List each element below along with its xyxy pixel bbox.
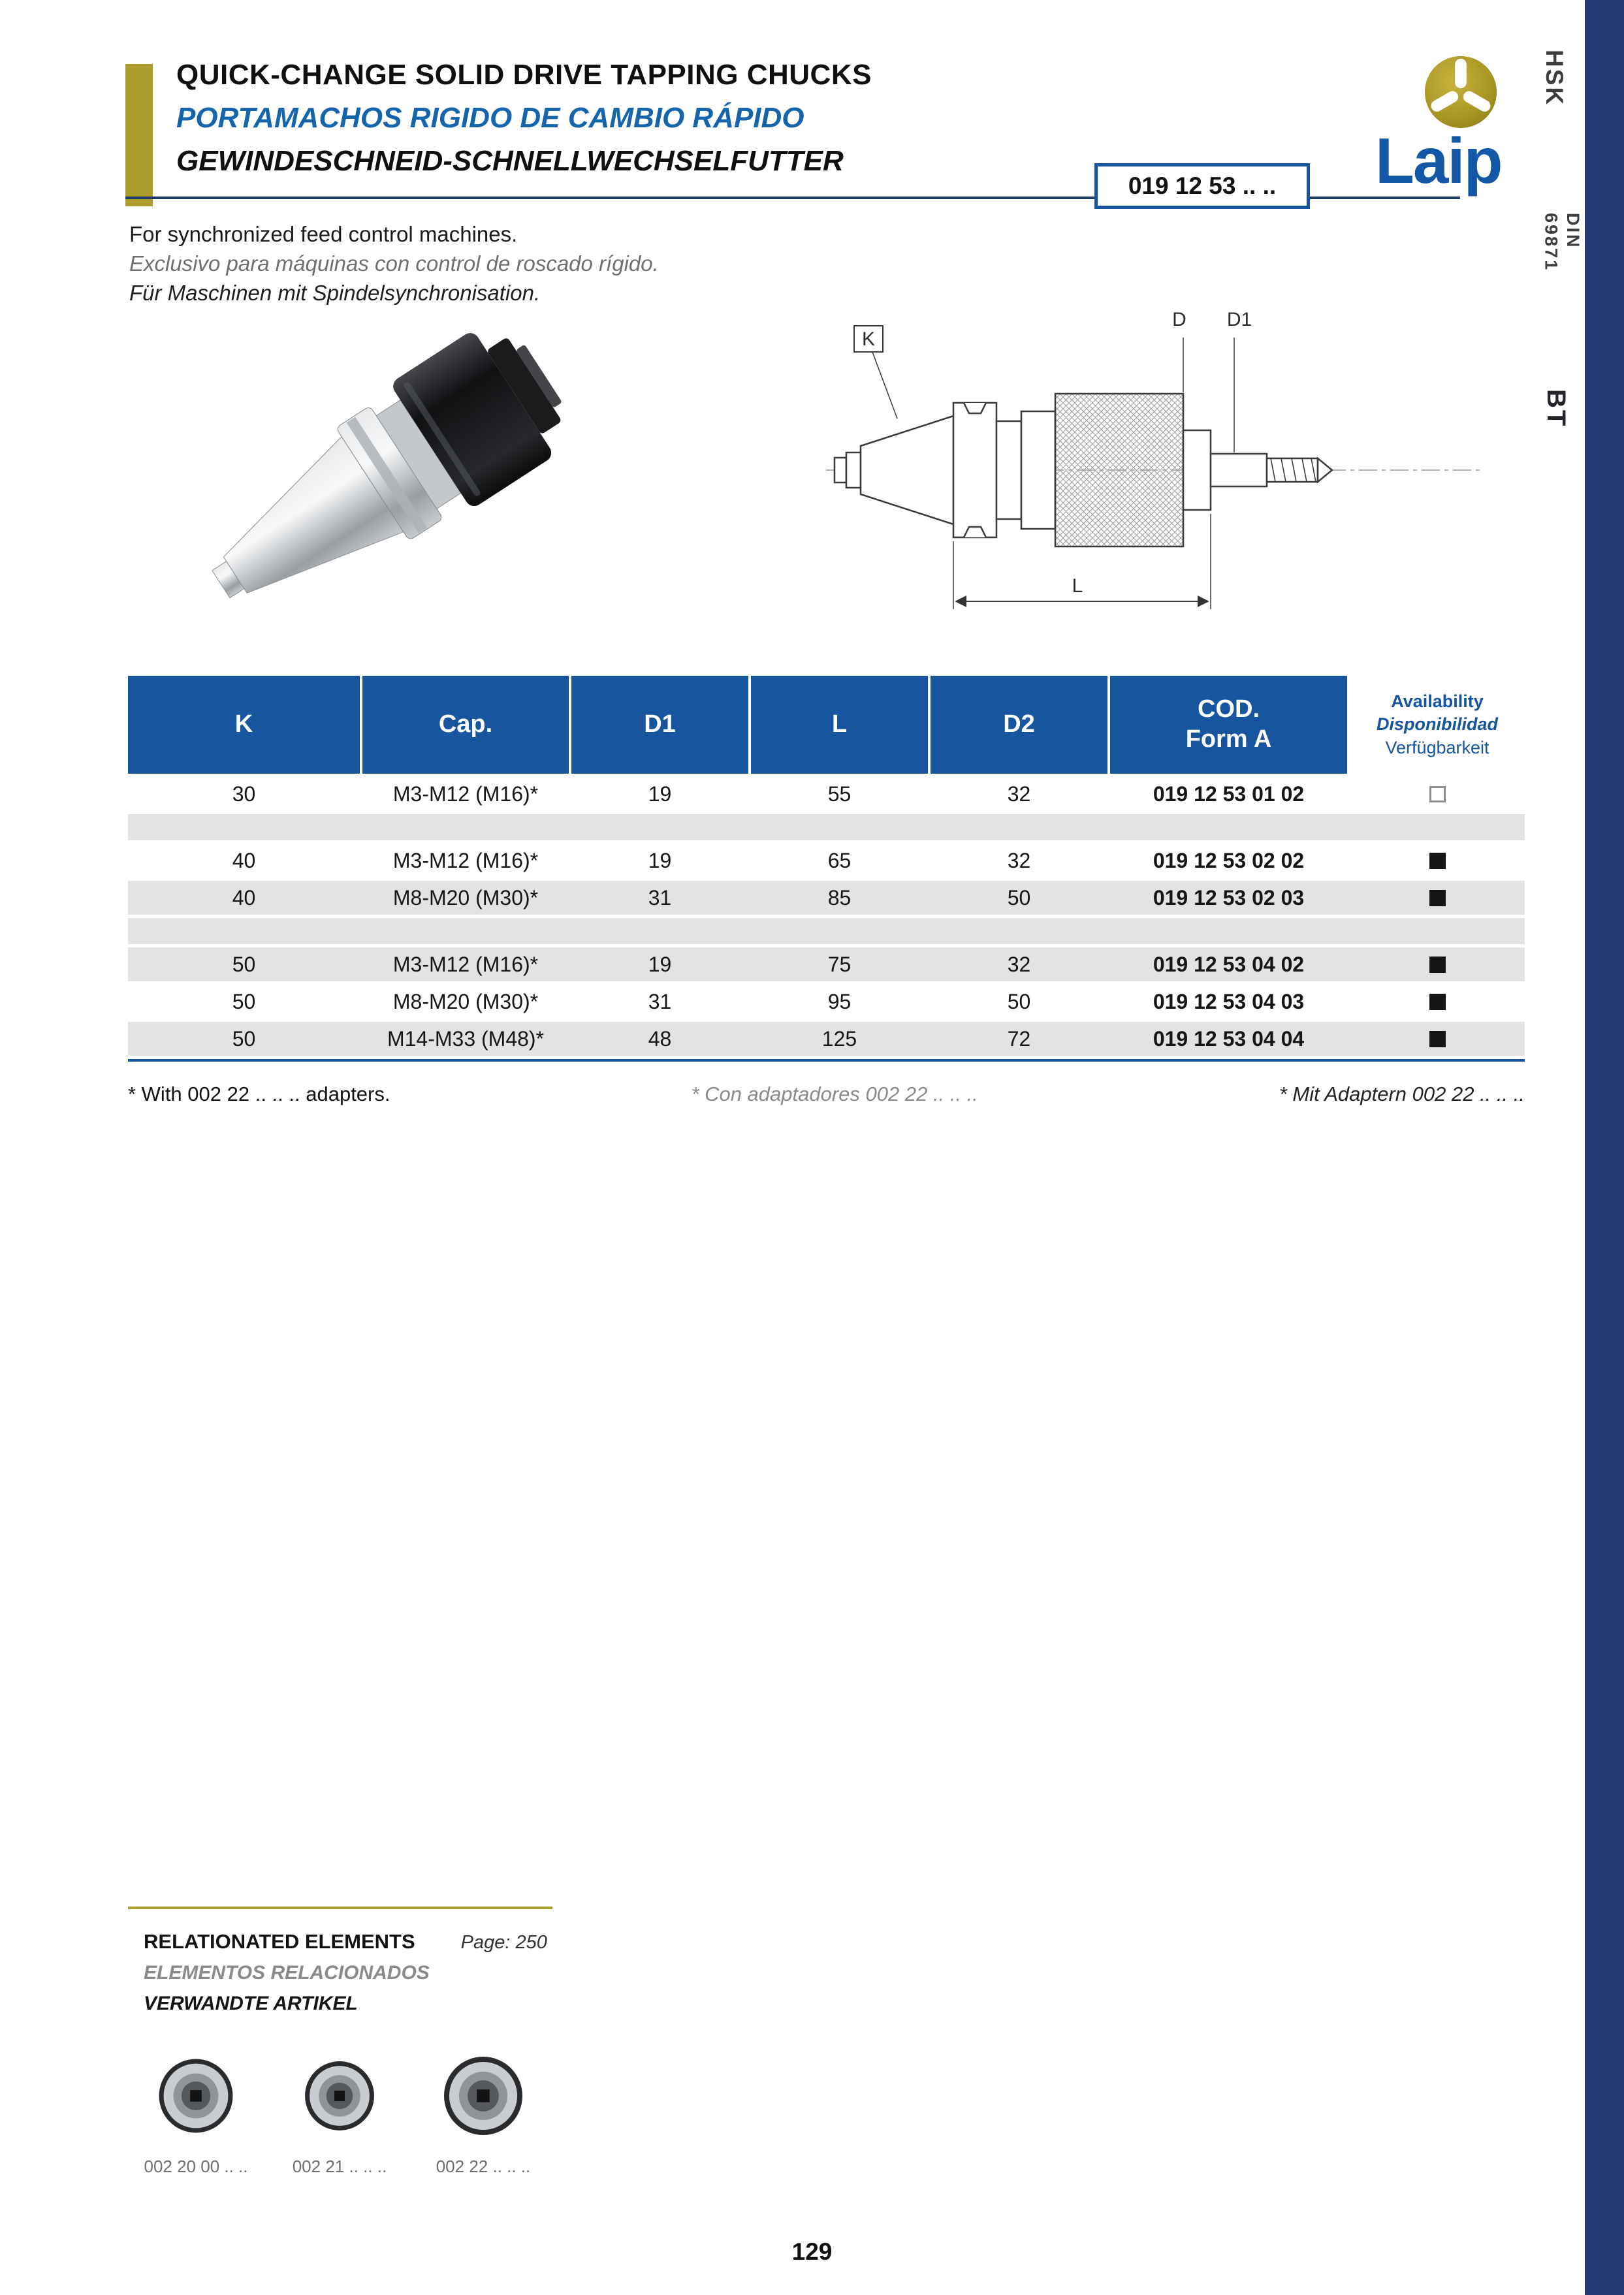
col-header-l: L [751,676,928,774]
description-english: For synchronized feed control machines. [129,222,518,246]
dim-label-k: K [861,328,876,350]
cell-d1: 31 [648,989,672,1013]
table-header-row [128,676,1525,774]
page-number: 129 [791,2238,833,2265]
dim-label-d1: D1 [1226,309,1252,330]
table-bottom-rule [128,1059,1525,1062]
cell-cap: M8-M20 (M30)* [392,885,539,910]
availability-es: Disponibilidad [1377,714,1498,735]
adapter-thumbnail-image [434,2047,532,2145]
col-header-d2: D2 [931,676,1107,774]
availability-de: Verfügbarkeit [1385,737,1489,757]
related-accent-rule [128,1907,552,1909]
cell-d1: 19 [648,848,672,872]
section-index-bar [1585,0,1624,2295]
cell-cod: 019 12 53 04 04 [1153,1026,1305,1051]
side-tab-hsk: HSK [1541,50,1568,107]
cell-availability [1350,777,1525,811]
cell-d1: 48 [648,1026,672,1051]
side-tab-din-69871 [1540,213,1584,272]
cell-l: 65 [827,848,852,872]
dim-label-l: L [1072,575,1083,597]
col-header-cap: Cap. [362,676,569,774]
laip-logo-text: Laip [1375,125,1502,197]
cell-d2: 50 [1007,989,1031,1013]
cell-k: 50 [232,989,256,1013]
col-header-k: K [128,676,360,774]
col-header-cod [1110,676,1347,774]
title-english: QUICK-CHANGE SOLID DRIVE TAPPING CHUCKS [176,59,872,91]
cell-cap: M3-M12 (M16)* [392,782,539,806]
cell-availability [1350,844,1525,878]
cell-availability [1350,881,1525,915]
cell-k: 40 [232,885,256,910]
related-elements-block [144,1930,547,2015]
description-spanish: Exclusivo para máquinas con control de roscado rígido. [129,251,659,276]
cod-header-line1: COD. [1198,695,1260,723]
side-tab-din-line1: DIN [1563,213,1583,249]
table-row [128,947,1525,981]
description-block [129,219,659,308]
page-title [176,59,872,178]
cell-cap: M8-M20 (M30)* [392,989,539,1013]
cell-d1: 19 [648,782,672,806]
description-german: Für Maschinen mit Spindelsynchronisation. [129,281,541,305]
cell-d1: 19 [648,952,672,976]
product-code-box: 019 12 53 .. .. [1094,163,1310,209]
related-product-item [140,2047,251,2177]
cell-d1: 31 [648,885,672,910]
availability-mark [1429,1031,1446,1047]
related-product-code: 002 20 00 .. .. [144,2157,248,2176]
table-row [128,777,1525,811]
laip-logo-emblem-icon [1422,54,1499,131]
cell-l: 55 [827,782,852,806]
availability-mark [1429,890,1446,906]
side-tab-bt: BT [1542,389,1570,428]
table-row [128,1022,1525,1056]
footnote-english: * With 002 22 .. .. .. adapters. [128,1083,390,1105]
cell-availability [1350,985,1525,1019]
cell-l: 125 [821,1026,857,1051]
table-spacer-row [128,814,1525,840]
related-products [140,2047,539,2177]
cell-l: 75 [827,952,852,976]
cell-cap: M3-M12 (M16)* [392,952,539,976]
title-accent-bar [125,64,153,206]
related-title-english [144,1930,547,1954]
cell-d2: 32 [1007,782,1031,806]
technical-drawing [816,297,1499,659]
availability-mark [1429,786,1446,802]
dim-label-d: D [1172,309,1186,330]
adapter-thumbnail-image [147,2047,245,2145]
cell-k: 50 [232,952,256,976]
dimension-table [128,676,1525,1062]
product-photo [157,304,614,663]
related-product-item [428,2047,539,2177]
table-spacer-row [128,918,1525,944]
related-product-code: 002 22 .. .. .. [436,2157,531,2176]
cell-d2: 72 [1007,1026,1031,1051]
availability-mark [1429,853,1446,869]
title-spanish: PORTAMACHOS RIGIDO DE CAMBIO RÁPIDO [176,102,804,134]
availability-mark [1429,957,1446,973]
related-title-german: VERWANDTE ARTIKEL [144,1993,358,2014]
cell-cap: M14-M33 (M48)* [387,1026,545,1051]
related-page-ref: Page: 250 [460,1932,547,1953]
related-title-spanish: ELEMENTOS RELACIONADOS [144,1962,430,1984]
cell-d2: 32 [1007,848,1031,872]
cell-cod: 019 12 53 04 02 [1153,952,1305,976]
cell-k: 50 [232,1026,256,1051]
adapter-thumbnail-image [291,2047,389,2145]
footnote-german: * Mit Adaptern 002 22 .. .. .. [1279,1083,1525,1105]
cell-d2: 32 [1007,952,1031,976]
cod-header-line2: Form A [1185,725,1272,753]
table-row [128,844,1525,878]
availability-mark [1429,994,1446,1010]
related-product-code: 002 21 .. .. .. [292,2157,387,2176]
availability-en: Availability [1391,691,1484,712]
table-row [128,881,1525,915]
cell-k: 40 [232,848,256,872]
cell-k: 30 [232,782,256,806]
side-tab-din-line2: 69871 [1541,213,1561,272]
related-product-item [284,2047,395,2177]
related-title-en-text: RELATIONATED ELEMENTS [144,1930,415,1953]
cell-l: 95 [827,989,852,1013]
footnote-spanish: * Con adaptadores 002 22 .. .. .. [691,1083,978,1105]
col-header-d1: D1 [571,676,748,774]
cell-availability [1350,947,1525,981]
cell-cod: 019 12 53 02 03 [1153,885,1305,910]
cell-cod: 019 12 53 04 03 [1153,989,1305,1013]
footnotes [128,1083,1525,1106]
col-header-availability [1350,676,1525,774]
cell-cap: M3-M12 (M16)* [392,848,539,872]
cell-l: 85 [827,885,852,910]
cell-cod: 019 12 53 02 02 [1153,848,1305,872]
title-german: GEWINDESCHNEID-SCHNELLWECHSELFUTTER [176,145,844,177]
cell-d2: 50 [1007,885,1031,910]
table-row [128,985,1525,1019]
cell-cod: 019 12 53 01 02 [1153,782,1305,806]
cell-availability [1350,1022,1525,1056]
